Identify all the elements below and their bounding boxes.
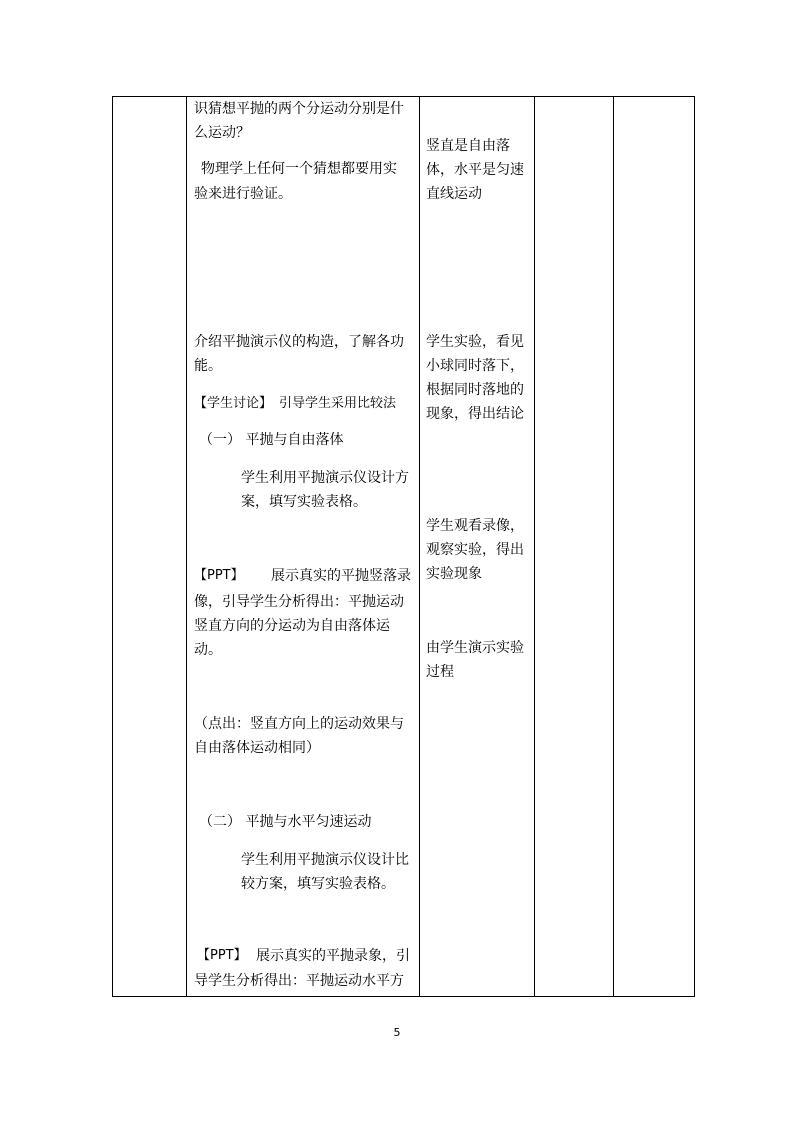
discussion-text: 引导学生采用比较法 — [279, 396, 397, 411]
student-text-line: 竖直是自由落 — [426, 138, 510, 154]
teacher-text-line: 导学生分析得出：平抛运动水平方 — [194, 973, 404, 989]
ppt-tag: 【PPT】 — [194, 568, 244, 583]
student-text-line: 由学生演示实验 — [426, 640, 524, 656]
teacher-text-line: 能。 — [194, 358, 222, 374]
discussion-tag: 【学生讨论】 — [194, 396, 273, 411]
student-text-line: 现象，得出结论 — [426, 406, 524, 422]
table-column-divider — [534, 97, 535, 996]
teacher-text-line: 介绍平抛演示仪的构造，了解各功 — [194, 334, 404, 350]
student-text-line: 小球同时落下， — [426, 358, 524, 374]
section-heading: （二） 平抛与水平匀速运动 — [199, 814, 372, 830]
ppt-tag: 【PPT】 — [197, 948, 247, 963]
table-column-divider — [186, 97, 187, 996]
teacher-text-line: 学生利用平抛演示仪设计比 — [241, 852, 409, 868]
teacher-text-line: 案，填写实验表格。 — [241, 494, 367, 510]
student-text-line: 学生实验，看见 — [426, 334, 524, 350]
page-number: 5 — [393, 1026, 401, 1039]
student-text-line: 根据同时落地的 — [426, 382, 524, 398]
table-column-divider — [419, 97, 420, 996]
teacher-text-line: 较方案，填写实验表格。 — [241, 876, 395, 892]
student-text-line: 体，水平是匀速 — [426, 162, 524, 178]
teacher-text-line: 么运动？ — [194, 125, 250, 141]
table-column-divider — [613, 97, 614, 996]
student-text-line: 学生观看录像， — [426, 518, 524, 534]
teacher-text-line: 学生利用平抛演示仪设计方 — [241, 470, 409, 486]
student-text-line: 直线运动 — [426, 186, 482, 202]
teacher-text-line: （点出：竖直方向上的运动效果与 — [194, 716, 404, 732]
teacher-text-line: 展示真实的平抛录象，引 — [256, 948, 410, 964]
student-text-line: 过程 — [426, 664, 454, 680]
teacher-text-line: 动。 — [194, 642, 222, 658]
teacher-text-line: 物理学上任何一个猜想都要用实 — [201, 161, 397, 177]
teacher-text-line: 像，引导学生分析得出：平抛运动 — [194, 594, 404, 610]
student-text-line: 观察实验，得出 — [426, 542, 524, 558]
teacher-text-line: 验来进行验证。 — [194, 186, 292, 202]
student-text-line: 实验现象 — [426, 566, 482, 582]
teacher-text-line: 展示真实的平抛竖落录 — [271, 568, 411, 584]
section-heading: （一） 平抛与自由落体 — [199, 432, 344, 448]
teacher-text-line: 竖直方向的分运动为自由落体运 — [194, 618, 390, 634]
teacher-text-line: 自由落体运动相同） — [194, 740, 320, 756]
teacher-text-line: 识猜想平抛的两个分运动分别是什 — [194, 101, 404, 117]
